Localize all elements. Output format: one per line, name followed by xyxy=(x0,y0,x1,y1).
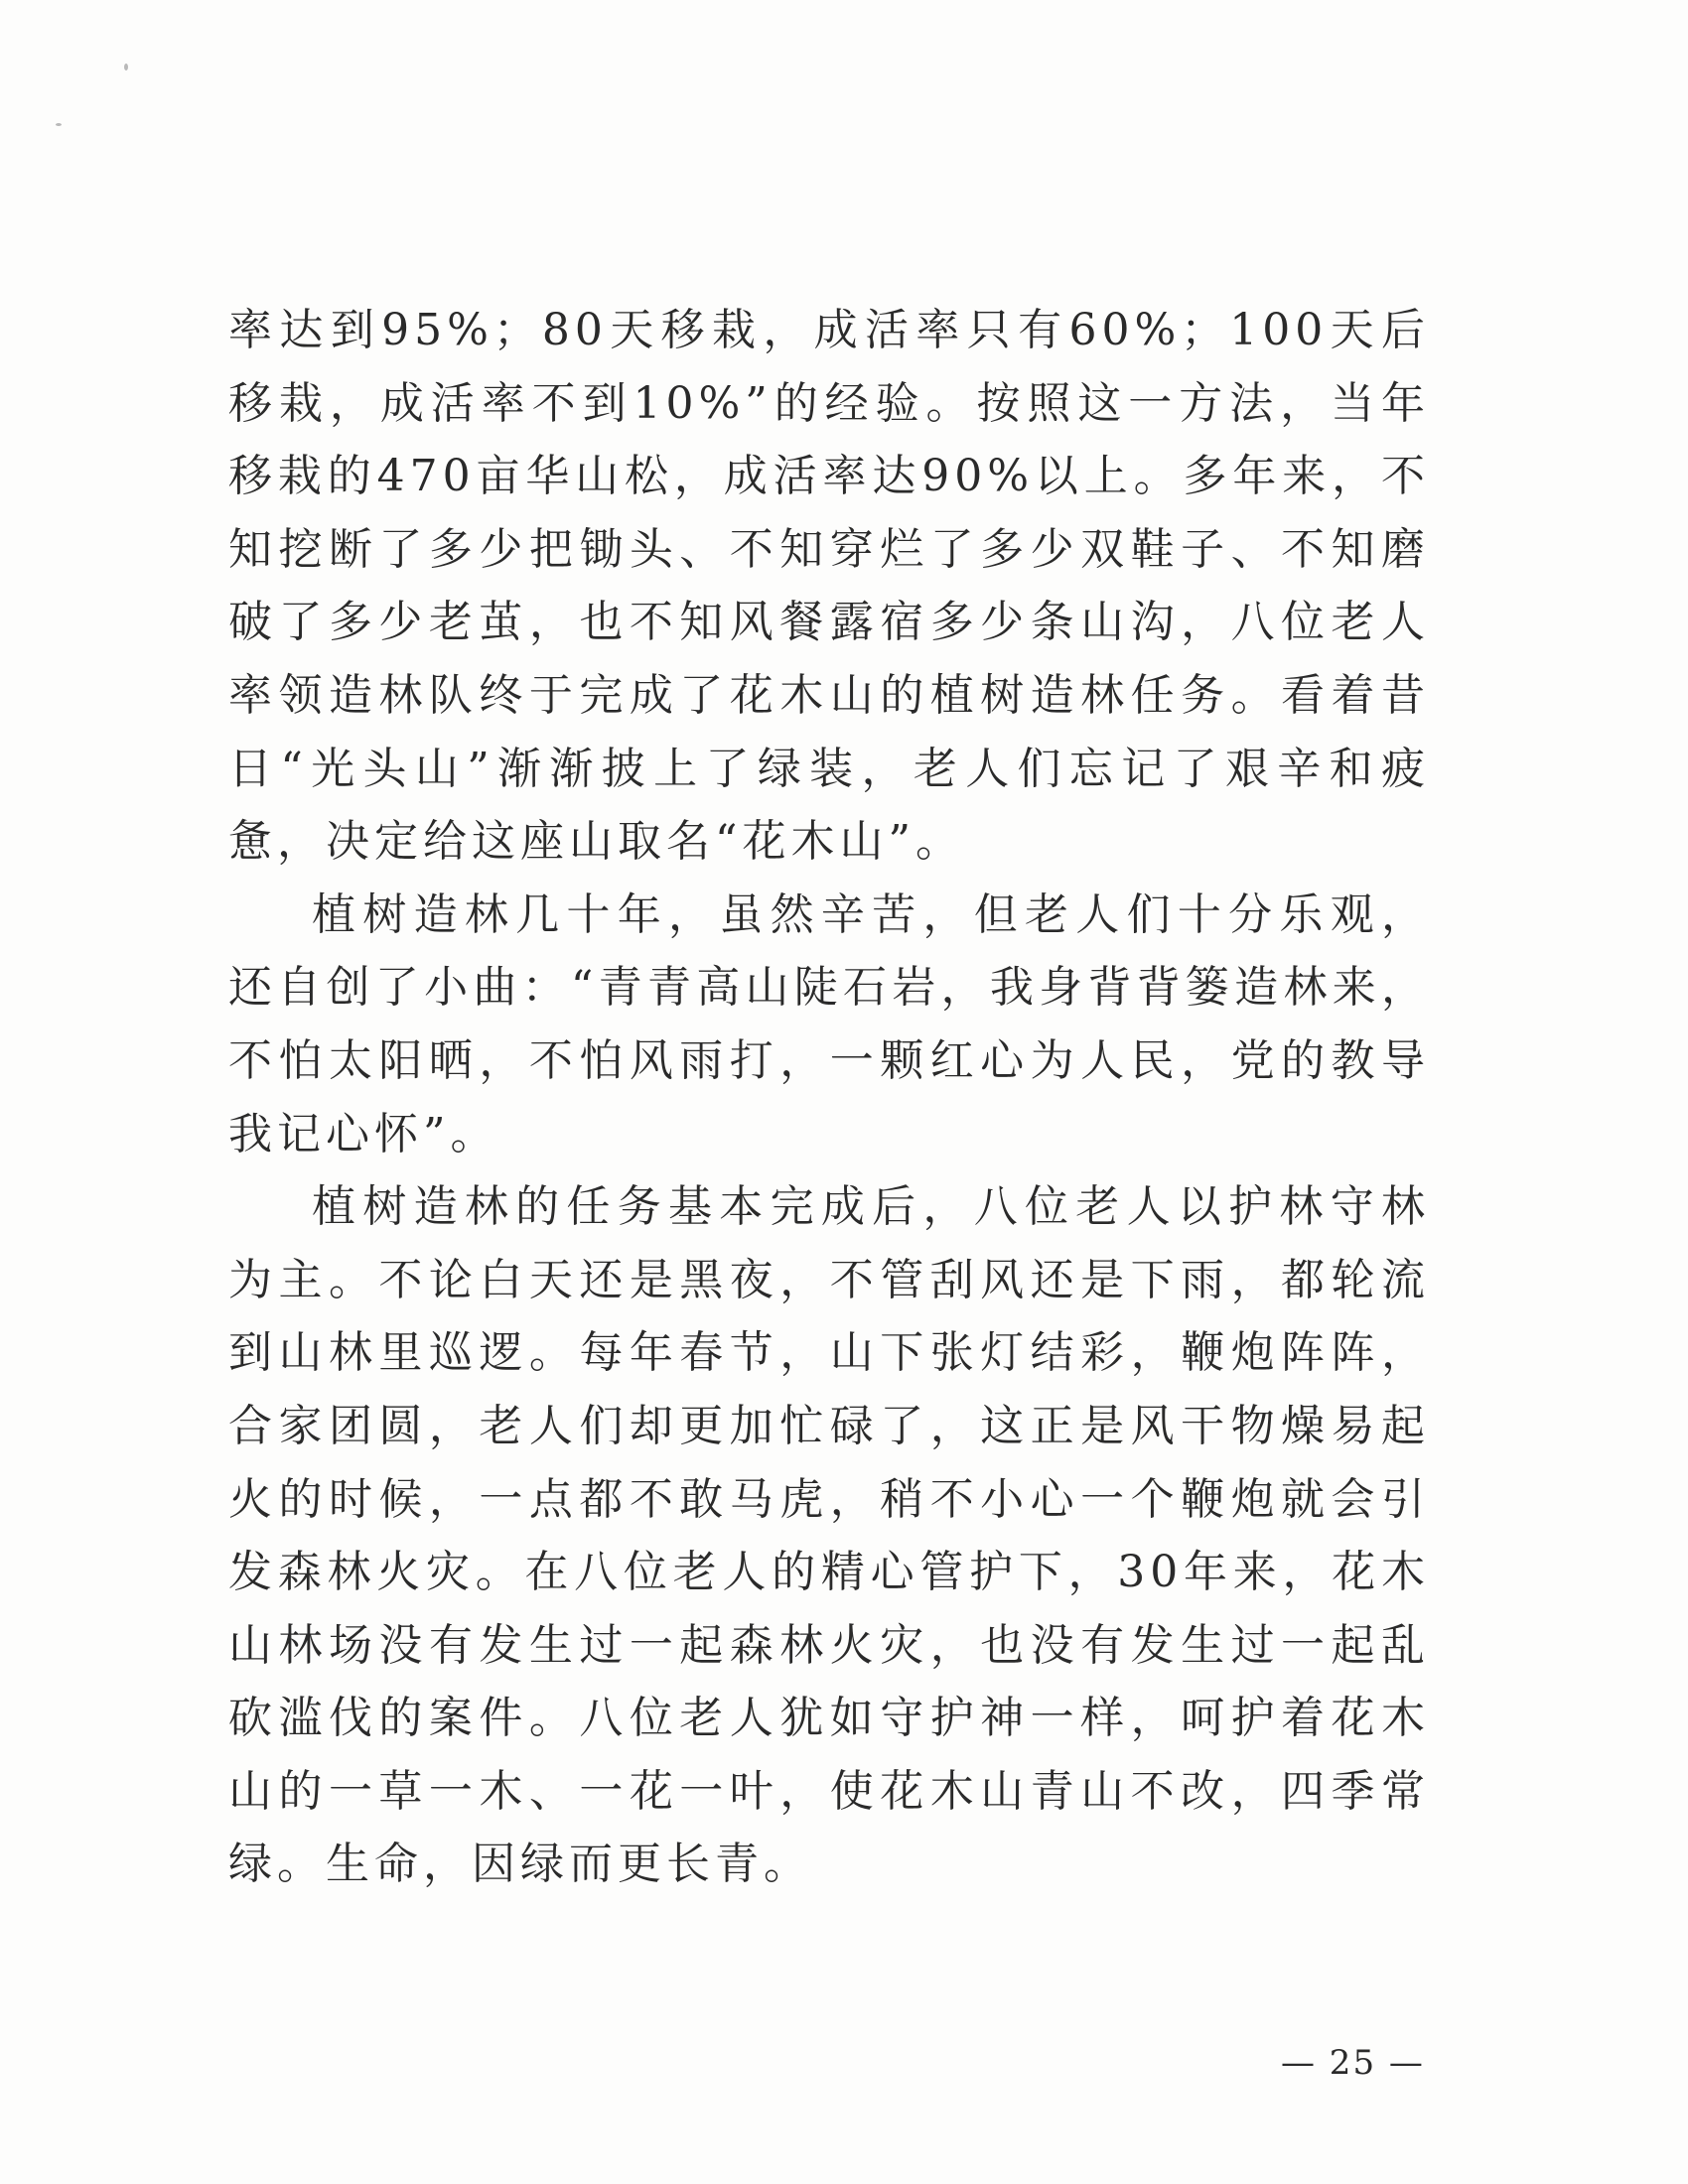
scan-speck xyxy=(56,123,62,126)
scan-speck xyxy=(124,64,128,70)
paragraph-1: 率达到95%；80天移栽，成活率只有60%；100天后移栽，成活率不到10%”的经验。按照这一方法，当年移栽的470亩华山松，成活率达90%以上。多年来，不知挖断了多少把锄头、不知穿烂了多少双鞋子、不知磨破了多少老茧，也不知风餐露宿多少条山沟，八位老人率领造林队终于完成了花木山的植树造林任务。看着昔日“光头山”渐渐披上了绿装，老人们忘记了艰辛和疲惫，决定给这座山取名“花木山”。 xyxy=(228,305,1430,868)
page-number: — 25 — xyxy=(1281,2043,1425,2083)
body-text xyxy=(228,294,1430,1901)
paragraph-2: 植树造林几十年，虽然辛苦，但老人们十分乐观，还自创了小曲：“青青高山陡石岩，我身背背篓造林来，不怕太阳晒，不怕风雨打，一颗红心为人民，党的教导我记心怀”。 xyxy=(228,888,1430,1160)
paragraph-3: 植树造林的任务基本完成后，八位老人以护林守林为主。不论白天还是黑夜，不管刮风还是下雨，都轮流到山林里巡逻。每年春节，山下张灯结彩，鞭炮阵阵，合家团圆，老人们却更加忙碌了，这正是风干物燥易起火的时候，一点都不敢马虎，稍不小心一个鞭炮就会引发森林火灾。在八位老人的精心管护下，30年来，花木山林场没有发生过一起森林火灾，也没有发生过一起乱砍滥伐的案件。八位老人犹如守护神一样，呵护着花木山的一草一木、一花一叶，使花木山青山不改，四季常绿。生命，因绿而更长青。 xyxy=(228,1181,1430,1890)
